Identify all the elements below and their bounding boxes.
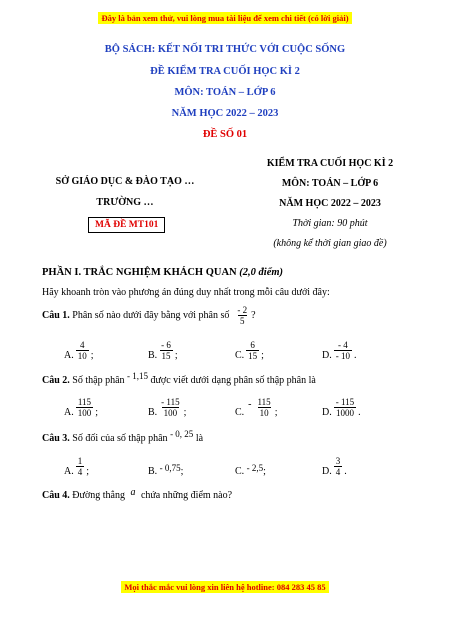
- question-2: [42, 371, 316, 386]
- option-letter: B.: [148, 466, 158, 477]
- option-letter: A.: [64, 350, 74, 361]
- fraction-denominator: 10: [259, 408, 269, 418]
- fraction-denominator: 4: [77, 467, 83, 477]
- year-line: NĂM HỌC 2022 – 2023: [171, 108, 279, 119]
- question-1: [42, 305, 256, 326]
- section-title-text: PHẦN I. TRẮC NGHIỆM KHÁCH QUAN: [42, 267, 237, 278]
- minus-sign: -: [248, 399, 252, 410]
- question-label: Câu 3.: [42, 433, 70, 444]
- option-letter: D.: [322, 350, 332, 361]
- option-separator: ;: [180, 466, 184, 477]
- fraction-numerator: 3: [335, 456, 341, 466]
- question-text-cont: là: [195, 433, 204, 444]
- section-instruction: Hãy khoanh tròn vào phương án đúng duy nhất trong mỗi câu dưới đây:: [42, 287, 330, 298]
- option-separator: ;: [183, 407, 187, 418]
- option-b[interactable]: [148, 340, 178, 361]
- exam-code-box-wrap: [88, 214, 165, 233]
- time-limit: Thời gian: 90 phút: [292, 218, 368, 229]
- fraction: [76, 397, 94, 418]
- fraction-numerator: - 115: [161, 397, 180, 407]
- fraction: [246, 340, 259, 361]
- school-name: TRƯỜNG …: [96, 197, 154, 208]
- option-separator: ;: [86, 466, 90, 477]
- book-title: BỘ SÁCH: KẾT NỐI TRI THỨC VỚI CUỘC SỐNG: [104, 44, 346, 55]
- fraction-numerator: 6: [250, 340, 255, 350]
- option-separator: .: [353, 350, 357, 361]
- question-label: Câu 2.: [42, 375, 70, 386]
- footer-wrap: [0, 577, 450, 595]
- option-separator: ;: [174, 350, 178, 361]
- question-end: ?: [251, 310, 256, 321]
- option-value: - 0,75: [159, 463, 181, 473]
- fraction-numerator: - 2: [237, 305, 248, 315]
- fraction-denominator: 4: [335, 467, 341, 477]
- time-note: (không kể thời gian giao đề): [273, 238, 387, 249]
- option-letter: D.: [322, 407, 332, 418]
- option-separator: .: [344, 466, 347, 477]
- fraction-denominator: 15: [248, 351, 258, 361]
- fraction: [76, 456, 85, 477]
- question-text: Số đối của số thập phân: [72, 433, 168, 444]
- question-text: Số thập phân: [72, 375, 125, 386]
- fraction: [159, 397, 181, 418]
- fraction: [235, 305, 249, 326]
- fraction-denominator: 5: [240, 316, 245, 326]
- fraction-denominator: 100: [77, 408, 92, 418]
- fraction: [159, 340, 173, 361]
- option-c[interactable]: [235, 340, 264, 361]
- option-a[interactable]: [64, 456, 89, 477]
- option-letter: C.: [235, 466, 245, 477]
- option-separator: .: [358, 407, 361, 418]
- option-c[interactable]: [235, 397, 277, 418]
- option-d[interactable]: [322, 397, 361, 418]
- option-separator: ;: [274, 407, 278, 418]
- option-b[interactable]: [148, 463, 184, 477]
- question-3: [42, 429, 204, 444]
- question-text-cont: chứa những điểm nào?: [140, 490, 233, 501]
- fraction-denominator: 15: [161, 351, 171, 361]
- fraction-denominator: 100: [163, 408, 178, 418]
- option-letter: A.: [64, 466, 74, 477]
- hotline-footer: Mọi thắc mắc vui lòng xin liên hệ hotline: 084 283 45 85: [121, 581, 328, 593]
- fraction-numerator: 4: [79, 340, 85, 350]
- fraction: [334, 397, 356, 418]
- option-d[interactable]: [322, 340, 356, 361]
- fraction-denominator: 1000: [335, 408, 354, 418]
- fraction: [256, 397, 273, 418]
- question-label: Câu 4.: [42, 490, 70, 501]
- question-text: Đường thẳng: [72, 490, 125, 501]
- fraction-numerator: 1: [77, 456, 83, 466]
- fraction-numerator: - 6: [161, 340, 171, 350]
- fraction: [334, 456, 343, 477]
- exam-code-box: MÃ ĐỀ MT101: [88, 217, 165, 233]
- option-c[interactable]: [235, 463, 266, 477]
- option-separator: ;: [90, 350, 94, 361]
- subject-line: MÔN: TOÁN – LỚP 6: [174, 87, 276, 98]
- fraction-denominator: - 10: [335, 351, 350, 361]
- decimal-value: - 0, 25: [170, 429, 194, 439]
- section-points: (2,0 điểm): [239, 267, 284, 278]
- fraction-numerator: - 4: [337, 340, 348, 350]
- option-letter: D.: [322, 466, 332, 477]
- fraction-denominator: 10: [77, 351, 87, 361]
- fraction-numerator: - 115: [335, 397, 355, 407]
- fraction-numerator: 115: [77, 397, 92, 407]
- preview-banner-wrap: [0, 8, 450, 26]
- option-separator: ;: [263, 466, 266, 477]
- option-separator: ;: [261, 350, 264, 361]
- question-4: [42, 487, 233, 501]
- department-name: SỞ GIÁO DỤC & ĐÀO TẠO …: [55, 176, 195, 187]
- option-letter: B.: [148, 350, 158, 361]
- question-text: Phân số nào dưới đây bằng với phân số: [72, 310, 230, 321]
- header-exam-title: KIỂM TRA CUỐI HỌC KÌ 2: [266, 158, 394, 169]
- exam-number: ĐỀ SỐ 01: [202, 129, 248, 140]
- fraction-numerator: 115: [257, 397, 271, 407]
- exam-title: ĐỀ KIỂM TRA CUỐI HỌC KÌ 2: [150, 66, 300, 77]
- header-year: NĂM HỌC 2022 – 2023: [279, 198, 381, 209]
- fraction: [76, 340, 89, 361]
- option-letter: B.: [148, 407, 158, 418]
- line-variable: a: [130, 487, 136, 498]
- decimal-value: - 1,15: [127, 371, 149, 381]
- option-a[interactable]: [64, 340, 94, 361]
- preview-banner: Đây là bản xem thử, vui lòng mua tài liệu để xem chi tiết (có lời giải): [98, 12, 351, 24]
- section-title: [42, 267, 283, 278]
- option-separator: ;: [95, 407, 99, 418]
- option-value: - 2,5: [246, 463, 264, 473]
- option-letter: C.: [235, 350, 245, 361]
- option-letter: A.: [64, 407, 74, 418]
- question-label: Câu 1.: [42, 310, 70, 321]
- header-subject: MÔN: TOÁN – LỚP 6: [281, 178, 379, 189]
- option-a[interactable]: [64, 397, 98, 418]
- question-text-cont: được viết dưới dạng phân số thập phân là: [150, 375, 316, 386]
- fraction: [334, 340, 352, 361]
- option-b[interactable]: [148, 397, 186, 418]
- option-letter: C.: [235, 407, 245, 418]
- option-d[interactable]: [322, 456, 347, 477]
